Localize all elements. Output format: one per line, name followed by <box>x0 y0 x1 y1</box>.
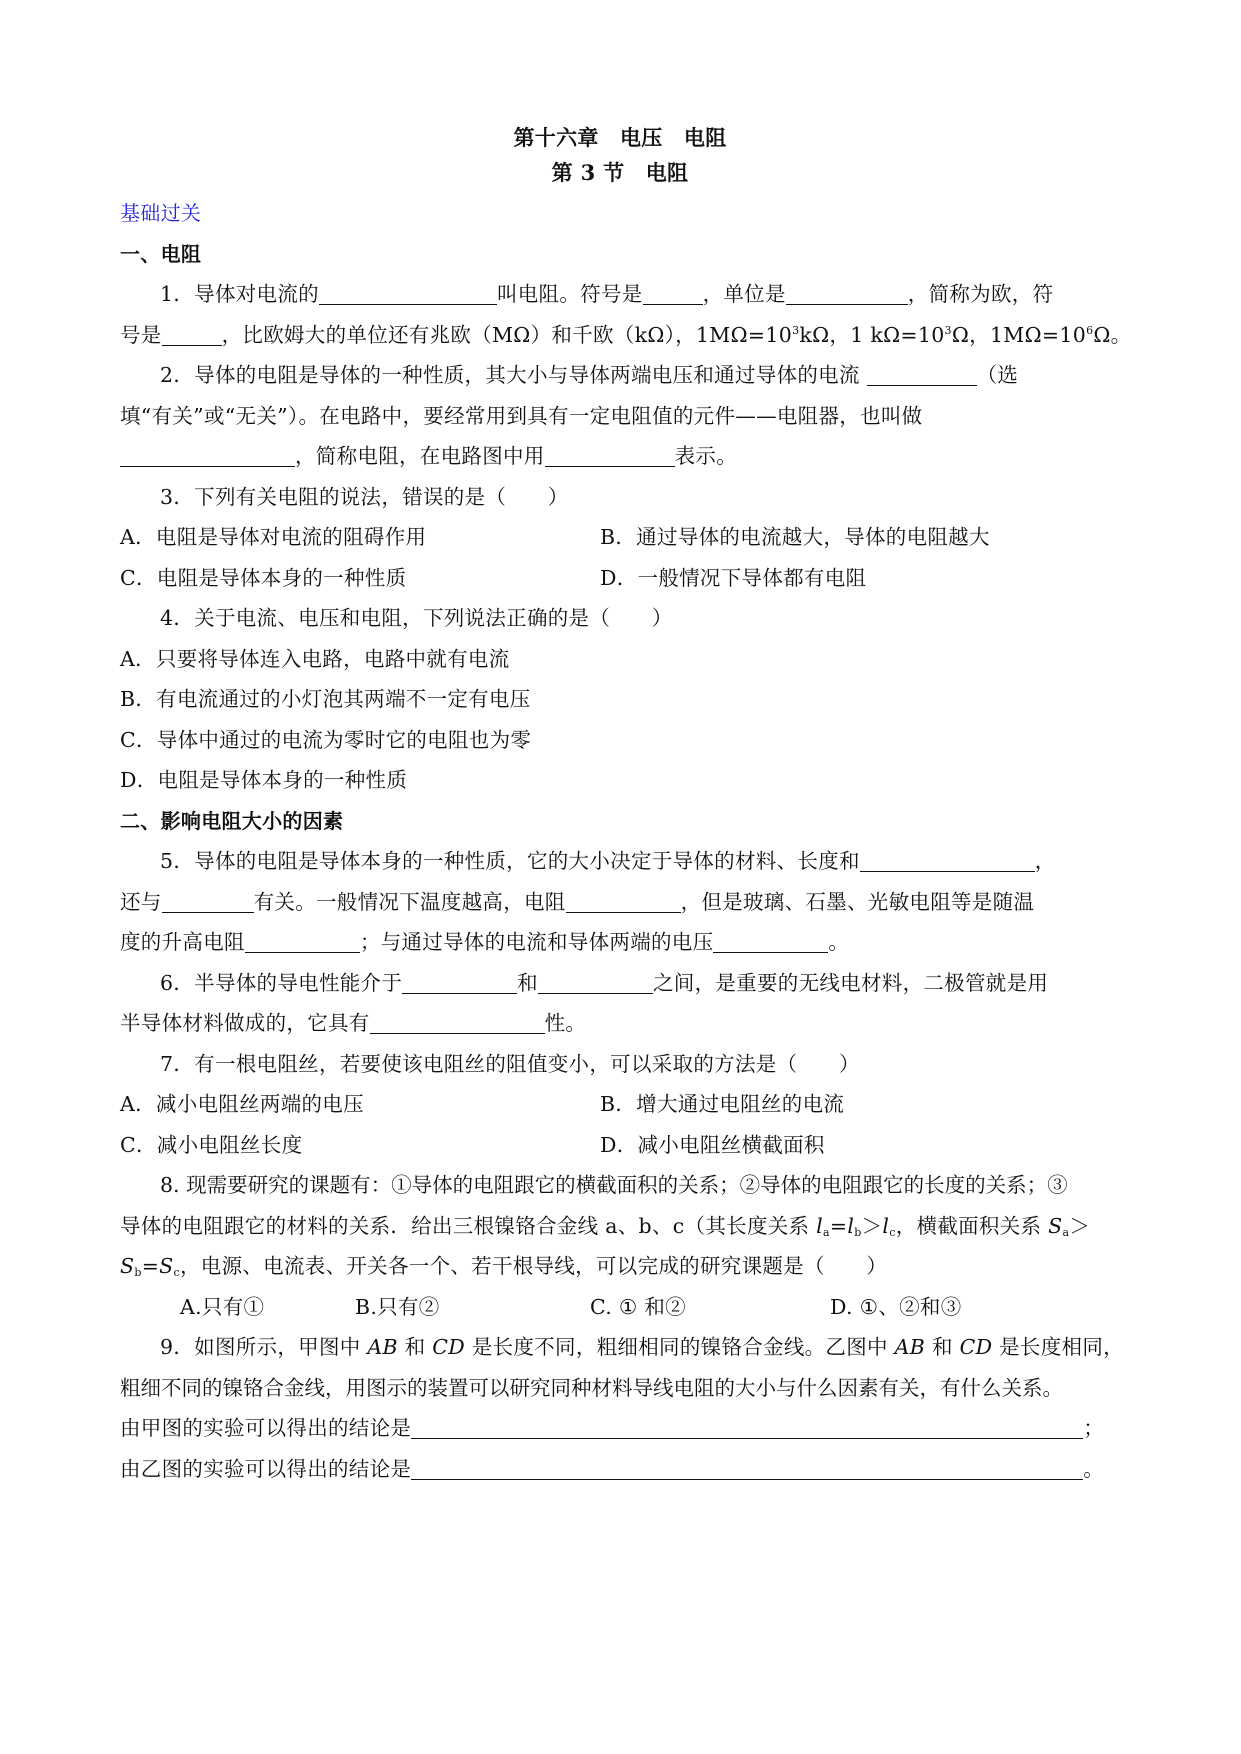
answer-blank[interactable] <box>538 967 653 994</box>
q4-option-a[interactable]: A．只要将导体连入电路，电路中就有电流 <box>120 646 510 671</box>
q5-line3: 度的升高电阻 ；与通过导体的电流和导体两端的电压 。 <box>120 922 1120 963</box>
q4-option-d[interactable]: D．电阻是导体本身的一种性质 <box>120 768 408 792</box>
answer-blank[interactable] <box>402 967 517 994</box>
q7-option-c[interactable]: C．减小电阻丝长度 <box>120 1132 303 1157</box>
q5-line1: 5．导体的电阻是导体本身的一种性质，它的大小决定于导体的材料、长度和 ， <box>120 841 1120 882</box>
part1-heading: 一、电阻 <box>120 241 202 266</box>
part2-heading: 二、影响电阻大小的因素 <box>120 808 344 833</box>
q8-option-c[interactable]: C. ① 和② <box>590 1294 686 1319</box>
answer-blank[interactable] <box>643 278 703 305</box>
answer-blank[interactable] <box>370 1007 545 1034</box>
q8-line1: 8. 现需要研究的课题有：①导体的电阻跟它的横截面积的关系；②导体的电阻跟它的长度的关系；③ <box>160 1173 1068 1197</box>
q3-option-d[interactable]: D．一般情况下导体都有电阻 <box>600 565 867 590</box>
q8-line3: $S_b=S_c$，电源、电流表、开关各一个、若干根导线，可以完成的研究课题是（ ） <box>120 1254 888 1279</box>
answer-blank[interactable] <box>545 440 675 467</box>
chapter-title: 第十六章 电压 电阻 <box>513 125 727 150</box>
answer-blank[interactable] <box>566 886 681 913</box>
q8-line2: 导体的电阻跟它的材料的关系．给出三根镍铬合金线 a、b、c（其长度关系 $l_a=l_b>l_c$，横截面积关系 $S_a>$ <box>120 1213 1091 1239</box>
q9-line2: 粗细不同的镍铬合金线，用图示的装置可以研究同种材料导线电阻的大小与什么因素有关，有什么关系。 <box>120 1375 1063 1400</box>
q2-line3: ，简称电阻，在电路图中用 表示。 <box>120 436 1120 477</box>
q3-option-a[interactable]: A．电阻是导体对电流的阻碍作用 <box>120 525 427 549</box>
q2-line1: 2．导体的电阻是导体的一种性质，其大小与导体两端电压和通过导体的电流 （选 <box>120 355 1120 396</box>
answer-blank[interactable] <box>319 278 497 305</box>
answer-blank[interactable] <box>786 278 908 305</box>
q7-stem: 7．有一根电阻丝，若要使该电阻丝的阻值变小，可以采取的方法是（ ） <box>160 1051 860 1076</box>
q9-line4: 由乙图的实验可以得出的结论是 。 <box>120 1449 1120 1490</box>
q3-stem: 3．下列有关电阻的说法，错误的是（ ） <box>160 484 569 509</box>
q3-options-row2 <box>120 558 1120 599</box>
q9-line3: 由甲图的实验可以得出的结论是 ； <box>120 1408 1120 1449</box>
q7-options-row2 <box>120 1125 1120 1166</box>
q7-options-row1 <box>120 1084 1120 1125</box>
q9-line1: 9．如图所示，甲图中 AB 和 CD 是长度不同，粗细相同的镍铬合金线。乙图中 AB 和 CD 是长度相同， <box>160 1335 1124 1359</box>
answer-blank[interactable] <box>120 440 295 467</box>
q7-option-d[interactable]: D．减小电阻丝横截面积 <box>600 1132 825 1157</box>
q7-option-b[interactable]: B．增大通过电阻丝的电流 <box>600 1092 845 1116</box>
answer-blank[interactable] <box>245 926 360 953</box>
q7-option-a[interactable]: A．减小电阻丝两端的电压 <box>120 1092 364 1116</box>
answer-blank[interactable] <box>411 1412 1083 1439</box>
answer-blank[interactable] <box>411 1453 1083 1480</box>
q6-line2: 半导体材料做成的，它具有 性。 <box>120 1003 1120 1044</box>
q4-option-c[interactable]: C．导体中通过的电流为零时它的电阻也为零 <box>120 727 532 752</box>
answer-blank[interactable] <box>867 359 977 386</box>
q4-option-b[interactable]: B．有电流通过的小灯泡其两端不一定有电压 <box>120 687 531 711</box>
q5-line2: 还与 有关。一般情况下温度越高，电阻 ，但是玻璃、石墨、光敏电阻等是随温 <box>120 882 1120 923</box>
section-title: 第 3 节 电阻 <box>551 159 689 185</box>
q2-line2: 填“有关”或“无关”）。在电路中，要经常用到具有一定电阻值的元件——电阻器，也叫做 <box>120 403 923 428</box>
q4-stem: 4．关于电流、电压和电阻，下列说法正确的是（ ） <box>160 606 673 630</box>
answer-blank[interactable] <box>162 319 222 346</box>
q1-line1: 1．导体对电流的 叫电阻。符号是 ，单位是 ，简称为欧，符 <box>120 274 1120 315</box>
q3-option-c[interactable]: C．电阻是导体本身的一种性质 <box>120 565 407 590</box>
q6-line1: 6．半导体的导电性能介于 和 之间，是重要的无线电材料，二极管就是用 <box>120 963 1120 1004</box>
q8-options-row <box>120 1287 1120 1328</box>
q8-option-a[interactable]: A.只有① <box>180 1294 265 1319</box>
q3-options-row1 <box>120 517 1120 558</box>
q8-option-b[interactable]: B.只有② <box>355 1294 440 1319</box>
category-label: 基础过关 <box>120 201 202 225</box>
answer-blank[interactable] <box>162 886 254 913</box>
answer-blank[interactable] <box>860 845 1035 872</box>
answer-blank[interactable] <box>713 926 828 953</box>
q1-line2: 号是 ，比欧姆大的单位还有兆欧（MΩ）和千欧（kΩ），$1M\Omega=10^3k\Omega$，1 $k\Omega=10^3\Omega$，$1M\Omega=10^6\Omega$。 <box>120 315 1120 356</box>
worksheet-page <box>120 118 1132 1489</box>
q3-option-b[interactable]: B．通过导体的电流越大，导体的电阻越大 <box>600 525 990 549</box>
q8-option-d[interactable]: D. ①、②和③ <box>830 1294 962 1319</box>
